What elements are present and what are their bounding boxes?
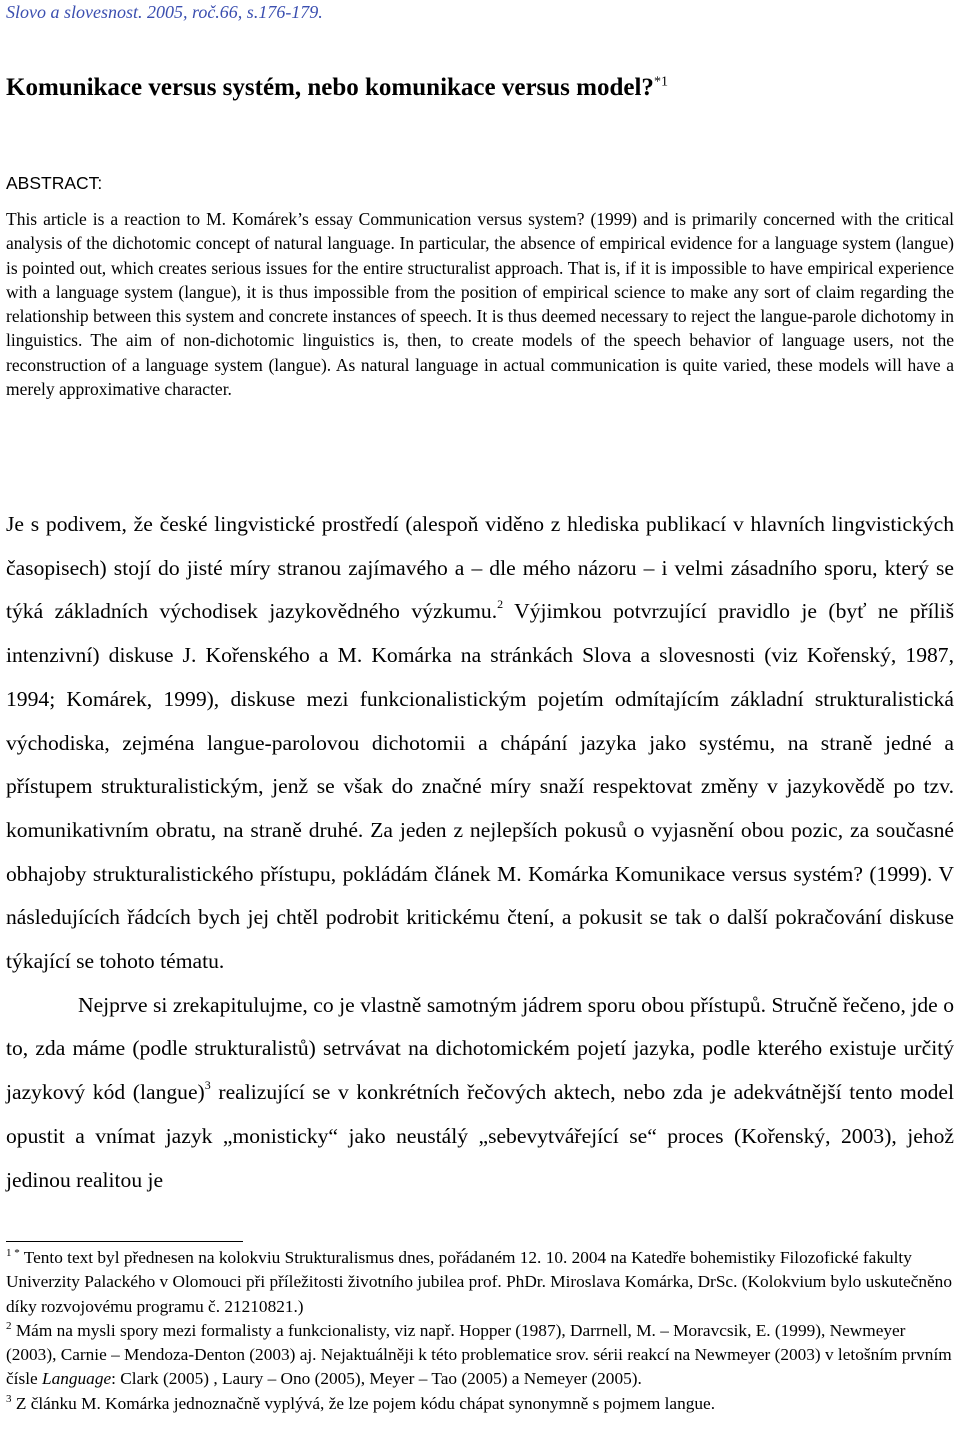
article-body [6, 503, 954, 1202]
footnote-2-journal: Language [42, 1369, 112, 1389]
footnote-2-text-b: : Clark (2005) , Laury – Ono (2005), Meyer – Tao (2005) a Nemeyer (2005). [111, 1369, 642, 1389]
footnote-1-text: Tento text byl přednesen na kolokviu Strukturalismus dnes, pořádaném 12. 10. 2004 na Katedře bohemistiky Filozofické fakulty Univerzity Palackého v Olomouci při příležitosti životního jubilea prof. PhDr. Miroslava Komárka, DrSc. (Kolokvium bylo uskutečněno díky rozvojovému programu č. 21210821.) [6, 1248, 952, 1316]
footnote-1 [6, 1246, 954, 1319]
footnote-3-text: Z článku M. Komárka jednoznačně vyplývá, že lze pojem kódu chápat synonymně s pojmem langue. [11, 1393, 716, 1413]
article-title [6, 74, 668, 102]
footnote-2-text-a: Mám na mysli spory mezi formalisty a funkcionalisty, viz např. Hopper (1987), Darrnell, M. – Moravcsik, E. (1999), Newmeyer (2003), Carnie – Mendoza-Denton (2003) aj. Nejaktuálněji k této problematice srov. sérii reakcí na Newmeyer (2003) v letošním prvním čísle [6, 1320, 952, 1389]
footnotes [6, 1246, 954, 1416]
body-p2-part-b: realizující se v konkrétních řečových aktech, nebo zda je adekvátnější tento model opustit a vnímat jazyk „monisticky“ jako neustálý „sebevytvářející se“ proces (Kořenský, 2003), jehož jedinou realitou je [6, 1080, 955, 1192]
footnote-ref-3: 3 [204, 1078, 211, 1093]
abstract-label: ABSTRACT: [6, 173, 103, 193]
footnote-2-mark: 2 [6, 1319, 12, 1332]
body-p1-part-a: Je s podivem, že české lingvistické prostředí (alespoň viděno z hlediska publikací v hlavních lingvistických časopisech) stojí do jisté míry stranou zajímavého a – dle mého názoru – i velmi zásadního sporu, který se týká základních východisek jazykovědného výzkumu. [6, 512, 954, 624]
footnote-ref-2: 2 [497, 597, 504, 612]
body-paragraph-1 [6, 503, 954, 984]
body-p1-part-b: Výjimkou potvrzující pravidlo je (byť ne příliš intenzivní) diskuse J. Kořenského a M. Komárka na stránkách Slova a slovesnosti (viz Kořenský, 1987, 1994; Komárek, 1999), diskuse mezi funkcionalistickým pojetím odmítajícím základní strukturalistická východiska, zejména langue-parolovou dichotomii a chápání jazyka jako systému, na straně jedné a přístupem strukturalistickým, jenž se však do značné míry snaží respektovat změny v jazykovědě po tzv. komunikativním obratu, na straně druhé. Za jeden z nejlepších pokusů o vyjasnění obou pozic, za současné obhajoby strukturalistického přístupu, pokládám článek M. Komárka Komunikace versus systém? (1999). V následujících řádcích bych jej chtěl podrobit kritickému čtení, a pokusit se tak o další pokračování diskuse týkající se tohoto tématu. [6, 599, 954, 974]
title-text: Komunikace versus systém, nebo komunikace versus model? [6, 74, 654, 101]
title-footnote-mark: *1 [653, 74, 668, 90]
citation-header: Slovo a slovesnost. 2005, roč.66, s.176-179. [6, 2, 323, 22]
footnote-3-mark: 3 [6, 1392, 12, 1405]
footnote-3 [6, 1392, 954, 1416]
abstract-text: This article is a reaction to M. Komárek’s essay Communication versus system? (1999) and is primarily concerned with the critical analysis of the dichotomic concept of natural language. In particular, the absence of empirical evidence for a language system (langue) is pointed out, which creates serious issues for the entire structuralist approach. That is, if it is impossible to have empirical experience with a language system (langue), it is thus impossible from the position of empirical science to make any sort of claim regarding the relationship between this system and concrete instances of speech. It is thus deemed necessary to reject the langue-parole dichotomy in linguistics. The aim of non-dichotomic linguistics is, then, to create models of the speech behavior of language users, not the reconstruction of a language system (langue). As natural language in actual communication is quite varied, these models will have a merely approximative character. [6, 209, 954, 400]
footnote-1-mark: 1 * [6, 1247, 20, 1259]
footnote-2 [6, 1319, 954, 1392]
body-p2-part-a: Nejprve si zrekapitulujme, co je vlastně samotným jádrem sporu obou přístupů. Stručně řečeno, jde o to, zda máme (podle strukturalistů) setrvávat na dichotomickém pojetí jazyka, podle kterého existuje určitý jazykový kód (langue) [6, 992, 954, 1105]
body-paragraph-2 [6, 984, 954, 1203]
footnote-separator [6, 1241, 243, 1242]
